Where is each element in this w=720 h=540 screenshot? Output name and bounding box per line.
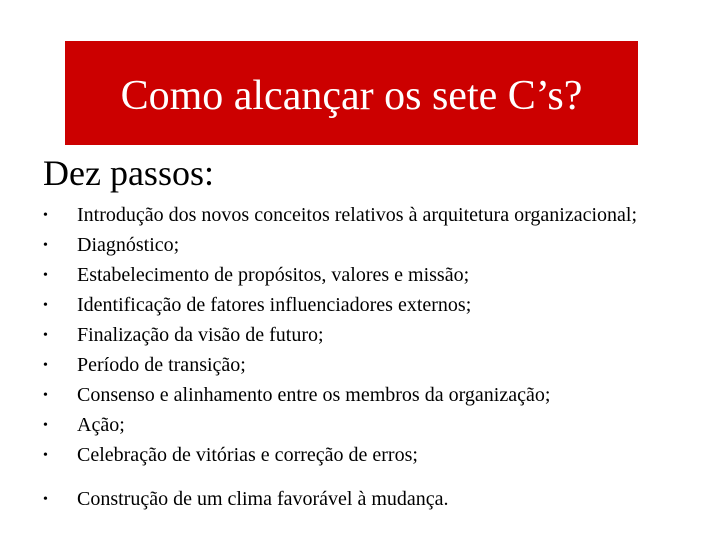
step-text: Diagnóstico; <box>77 234 180 256</box>
bullet-icon: • <box>43 328 48 343</box>
step-text: Ação; <box>77 414 125 436</box>
list-item <box>43 484 637 514</box>
step-text: Construção de um clima favorável à mudança. <box>77 488 449 510</box>
step-text: Identificação de fatores influenciadores externos; <box>77 294 472 316</box>
title-banner <box>65 41 638 145</box>
step-text: Finalização da visão de futuro; <box>77 324 324 346</box>
step-text: Período de transição; <box>77 354 246 376</box>
list-item <box>43 260 637 290</box>
step-text: Introdução dos novos conceitos relativos à arquitetura organizacional; <box>77 204 637 226</box>
step-text: Celebração de vitórias e correção de erros; <box>77 444 418 466</box>
list-item <box>43 200 637 230</box>
bullet-icon: • <box>43 238 48 253</box>
bullet-icon: • <box>43 418 48 433</box>
step-text: Consenso e alinhamento entre os membros da organização; <box>77 384 551 406</box>
bullet-icon: • <box>43 298 48 313</box>
list-item <box>43 350 637 380</box>
steps-list <box>43 200 637 514</box>
bullet-icon: • <box>43 208 48 223</box>
list-item <box>43 440 637 470</box>
list-item <box>43 320 637 350</box>
bullet-icon: • <box>43 358 48 373</box>
list-item <box>43 410 637 440</box>
step-text: Estabelecimento de propósitos, valores e missão; <box>77 264 470 286</box>
list-item <box>43 230 637 260</box>
slide-title: Como alcançar os sete C’s? <box>120 73 583 119</box>
bullet-icon: • <box>43 268 48 283</box>
bullet-icon: • <box>43 448 48 463</box>
list-item <box>43 290 637 320</box>
bullet-icon: • <box>43 492 48 507</box>
bullet-icon: • <box>43 388 48 403</box>
list-item <box>43 380 637 410</box>
slide-subtitle: Dez passos: <box>43 153 214 193</box>
